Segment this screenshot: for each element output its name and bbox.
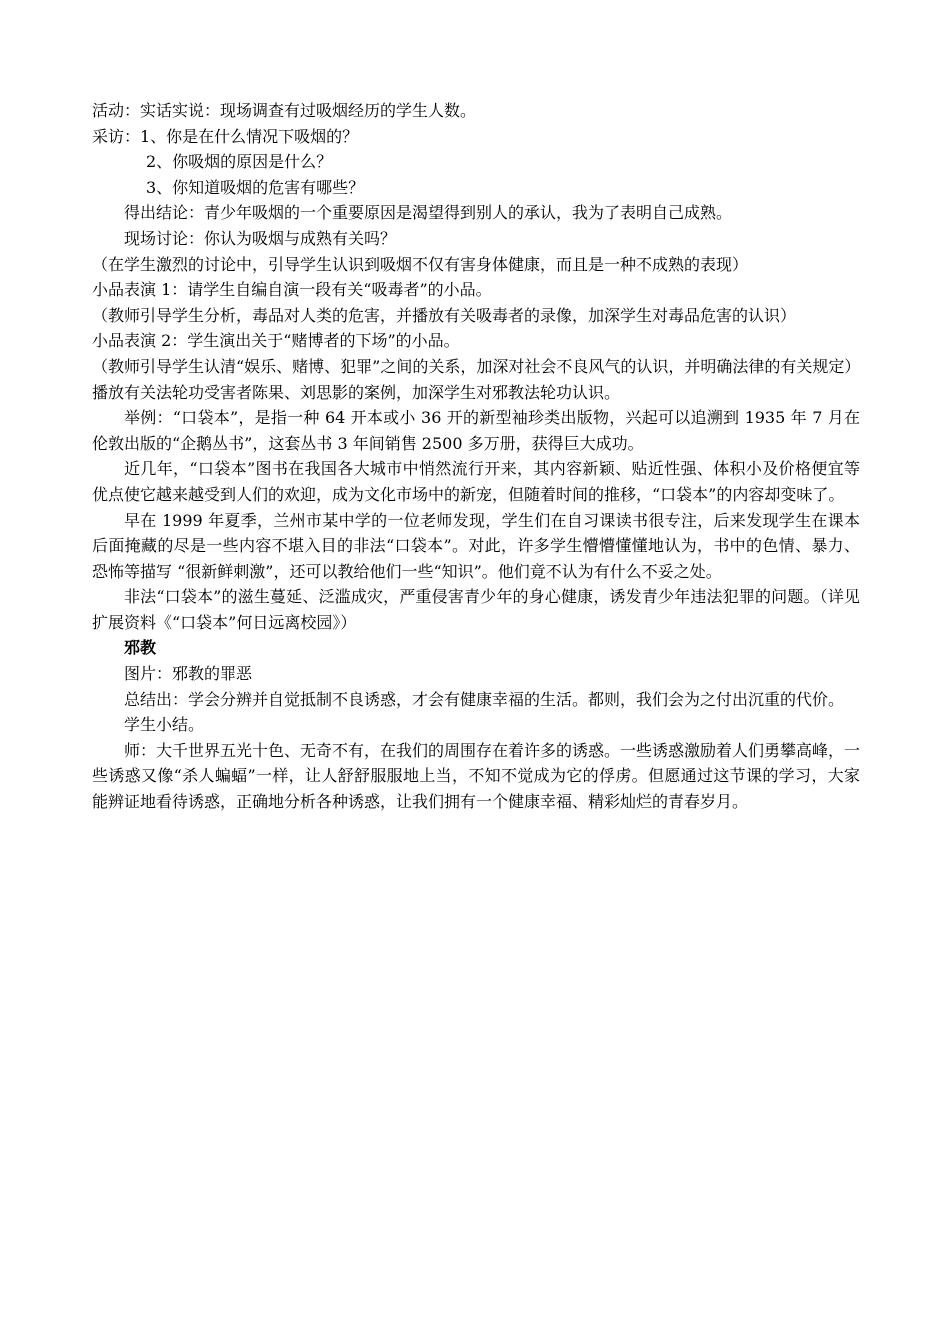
teacher-closing-paragraph: 师：大千世界五光十色、无奇不有，在我们的周围存在着许多的诱惑。一些诱惑激励着人们勇攀高峰，一些诱惑又像“杀人蝙蝠”一样，让人舒舒服服地上当，不知不觉成为它的俘虏。但愿通过这节课的学习，大家能辨证地看待诱惑，正确地分析各种诱惑，让我们拥有一个健康幸福、精彩灿烂的青春岁月。 [92,740,861,812]
conclusion-line: 得出结论：青少年吸烟的一个重要原因是渴望得到别人的承认，我为了表明自己成熟。 [124,203,733,223]
pocket-book-harm-paragraph: 非法“口袋本”的滋生蔓延、泛滥成灾，严重侵害青少年的身心健康，诱发青少年违法犯罪的问题。（详见扩展资料《“口袋本”何日远离校园》） [92,587,860,632]
interview-question-2: 2、你吸烟的原因是什么？ [146,152,333,172]
skit-2-line: 小品表演 2：学生演出关于“赌博者的下场”的小品。 [92,331,460,351]
discussion-guidance-paragraph: （在学生激烈的讨论中，引导学生认识到吸烟不仅有害身体健康，而且是一种不成熟的表现） [92,254,749,274]
interview-question-1: 采访：1、你是在什么情况下吸烟的？ [92,126,359,146]
activity-line: 活动：实话实说：现场调查有过吸烟经历的学生人数。 [92,101,477,120]
interview-question-3: 3、你知道吸烟的危害有哪些？ [146,177,365,197]
skit-1-line: 小品表演 1：请学生自编自演一段有关“吸毒者”的小品。 [92,280,492,300]
student-summary-line: 学生小结。 [124,715,205,735]
document-body [92,98,860,815]
pocket-book-example-paragraph: 举例：“口袋本”，是指一种 64 开本或小 36 开的新型袖珍类出版物，兴起可以追溯到 1935 年 7 月在伦敦出版的“企鹅丛书”，这套丛书 3 年间销售 2500 多万册，获得巨大成功。 [92,408,860,453]
summary-paragraph: 总结出：学会分辨并自觉抵制不良诱惑，才会有健康幸福的生活。都则，我们会为之付出沉重的代价。 [124,689,845,709]
cult-picture-line: 图片：邪教的罪恶 [124,664,253,684]
skit-1-guidance-paragraph: （教师引导学生分析，毒品对人类的危害，并播放有关吸毒者的录像，加深学生对毒品危害的认识） [92,305,797,325]
skit-2-guidance-paragraph: （教师引导学生认清“娱乐、赌博、犯罪”之间的关系，加深对社会不良风气的认识，并明确法律的有关规定） [92,356,861,376]
cult-heading: 邪教 [124,638,157,658]
case-video-line: 播放有关法轮功受害者陈果、刘思影的案例，加深学生对邪教法轮功认识。 [92,382,621,402]
discussion-line: 现场讨论：你认为吸烟与成熟有关吗？ [124,228,397,248]
pocket-book-trend-paragraph: 近几年，“口袋本”图书在我国各大城市中悄然流行开来，其内容新颖、贴近性强、体积小及价格便宜等优点使它越来越受到人们的欢迎，成为文化市场中的新宠，但随着时间的推移，“口袋本”的内容却变味了。 [92,459,860,504]
pocket-book-case-paragraph: 早在 1999 年夏季，兰州市某中学的一位老师发现，学生们在自习课读书很专注，后来发现学生在课本后面掩藏的尽是一些内容不堪入目的非法“口袋本”。对此，许多学生懵懵懂懂地认为，书中的色情、暴力、恐怖等描写 “很新鲜刺激”，还可以教给他们一些“知识”。他们竟不认为有什么不妥之处。 [92,510,860,581]
